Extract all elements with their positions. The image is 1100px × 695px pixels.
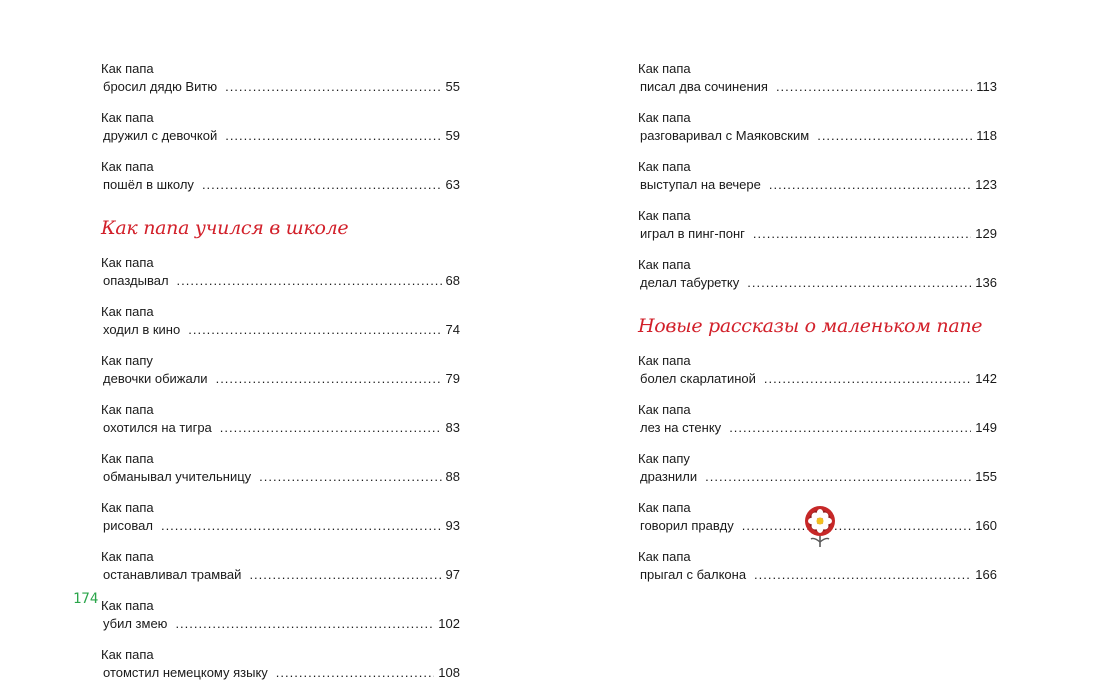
toc-entry-line <box>101 321 460 339</box>
toc-entry-line <box>101 78 460 96</box>
toc-entry-title: выступал на вечере <box>640 177 761 192</box>
toc-entry-page: 142 <box>975 371 997 386</box>
toc-entry <box>101 646 460 682</box>
dot-leader <box>276 664 435 682</box>
toc-entry-page: 74 <box>445 322 460 337</box>
toc-entry <box>638 548 997 584</box>
toc-entry-page: 102 <box>438 616 460 631</box>
toc-entry <box>101 499 460 535</box>
toc-entry-prefix: Как папа <box>101 549 154 564</box>
dot-leader <box>220 419 442 437</box>
toc-entry-title: останавливал трамвай <box>103 567 242 582</box>
toc-entry-page: 155 <box>975 469 997 484</box>
toc-entry-prefix: Как папа <box>101 304 154 319</box>
toc-entry <box>638 109 997 145</box>
toc-entry <box>101 158 460 194</box>
section-heading: Новые рассказы о маленьком папе <box>638 315 983 337</box>
toc-entry-line <box>638 225 997 243</box>
toc-entry-page: 129 <box>975 226 997 241</box>
toc-entry-title: охотился на тигра <box>103 420 212 435</box>
dot-leader <box>161 517 442 535</box>
toc-entry-line <box>638 274 997 292</box>
toc-entry-title: делал табуретку <box>640 275 740 290</box>
toc-entry-page: 160 <box>975 518 997 533</box>
dot-leader <box>202 176 442 194</box>
toc-entry-page: 108 <box>438 665 460 680</box>
dot-leader <box>188 321 441 339</box>
toc-entry-prefix: Как папа <box>638 110 691 125</box>
dot-leader <box>769 176 971 194</box>
toc-entry-prefix: Как папу <box>101 353 153 368</box>
toc-entry-line <box>638 468 997 486</box>
toc-entry <box>101 450 460 486</box>
toc-entries <box>638 60 997 292</box>
toc-entry-title: пошёл в школу <box>103 177 194 192</box>
dot-leader <box>225 78 441 96</box>
dot-leader <box>753 225 971 243</box>
toc-entry-prefix: Как папа <box>638 208 691 223</box>
toc-entry-line <box>101 176 460 194</box>
toc-entry-page: 113 <box>976 79 997 94</box>
toc-entry-title: опаздывал <box>103 273 169 288</box>
toc-entry-title: убил змею <box>103 616 168 631</box>
flower-icon <box>800 504 840 548</box>
toc-entry-title: прыгал с балкона <box>640 567 747 582</box>
toc-column-left <box>101 60 460 695</box>
toc-entry-prefix: Как папа <box>101 598 154 613</box>
toc-entry <box>638 256 997 292</box>
toc-entry <box>638 401 997 437</box>
toc-entry <box>101 352 460 388</box>
toc-entry-prefix: Как папа <box>638 353 691 368</box>
dot-leader <box>729 419 971 437</box>
toc-entry <box>638 158 997 194</box>
toc-entry-line <box>101 370 460 388</box>
toc-entry-page: 88 <box>445 469 460 484</box>
toc-entry-line <box>101 419 460 437</box>
toc-entry <box>638 207 997 243</box>
section-heading: Как папа учился в школе <box>101 217 349 239</box>
toc-entry-line <box>101 127 460 145</box>
toc-entry-title: играл в пинг-понг <box>640 226 745 241</box>
dot-leader <box>705 468 971 486</box>
toc-entry-title: девочки обижали <box>103 371 208 386</box>
dot-leader <box>249 566 441 584</box>
toc-entry-prefix: Как папа <box>638 549 691 564</box>
toc-entry-title: рисовал <box>103 518 153 533</box>
toc-entry-prefix: Как папа <box>101 500 154 515</box>
toc-entry-title: дразнили <box>640 469 698 484</box>
toc-entry-page: 79 <box>445 371 460 386</box>
toc-entry <box>638 60 997 96</box>
toc-entry-page: 93 <box>445 518 460 533</box>
toc-entries <box>101 254 460 682</box>
dot-leader <box>259 468 441 486</box>
toc-entry-title: отомстил немецкому языку <box>103 665 268 680</box>
toc-entry-prefix: Как папа <box>638 402 691 417</box>
toc-entry <box>101 401 460 437</box>
toc-entry-line <box>101 664 460 682</box>
toc-entry <box>101 109 460 145</box>
toc-entry-title: ходил в кино <box>103 322 181 337</box>
toc-entry-line <box>638 370 997 388</box>
toc-entry-prefix: Как папу <box>638 451 690 466</box>
page-number: 174 <box>73 591 99 607</box>
toc-entry-prefix: Как папа <box>101 647 154 662</box>
dot-leader <box>175 615 434 633</box>
toc-entry-title: дружил с девочкой <box>103 128 218 143</box>
toc-entry-title: болел скарлатиной <box>640 371 756 386</box>
toc-entries <box>638 352 997 584</box>
toc-entry-page: 166 <box>975 567 997 582</box>
toc-entry-page: 123 <box>975 177 997 192</box>
toc-entry-line <box>638 78 997 96</box>
toc-entry-line <box>638 419 997 437</box>
toc-entry <box>638 352 997 388</box>
toc-entry-line <box>638 176 997 194</box>
toc-entry-page: 118 <box>976 128 997 143</box>
toc-entry-title: обманывал учительницу <box>103 469 252 484</box>
toc-entry-page: 83 <box>445 420 460 435</box>
toc-entry-prefix: Как папа <box>101 110 154 125</box>
toc-entry-prefix: Как папа <box>101 402 154 417</box>
toc-entry-prefix: Как папа <box>101 451 154 466</box>
toc-entry-prefix: Как папа <box>101 61 154 76</box>
toc-entry-line <box>101 272 460 290</box>
dot-leader <box>177 272 442 290</box>
toc-entry-page: 63 <box>445 177 460 192</box>
toc-entry-prefix: Как папа <box>638 257 691 272</box>
dot-leader <box>764 370 971 388</box>
toc-entry-prefix: Как папа <box>638 159 691 174</box>
dot-leader <box>225 127 441 145</box>
toc-entry-title: разговаривал с Маяковским <box>640 128 810 143</box>
dot-leader <box>817 127 972 145</box>
toc-entry-title: писал два сочинения <box>640 79 768 94</box>
toc-entry-page: 68 <box>445 273 460 288</box>
toc-entry-prefix: Как папа <box>638 61 691 76</box>
toc-entry-title: лез на стенку <box>640 420 722 435</box>
toc-entry-line <box>638 127 997 145</box>
toc-entry-line <box>101 468 460 486</box>
toc-entry-page: 97 <box>445 567 460 582</box>
toc-entry <box>101 597 460 633</box>
toc-entry-page: 59 <box>445 128 460 143</box>
toc-entry-prefix: Как папа <box>638 500 691 515</box>
dot-leader <box>742 517 972 535</box>
dot-leader <box>216 370 442 388</box>
toc-entry-title: говорил правду <box>640 518 734 533</box>
toc-entries <box>101 60 460 194</box>
toc-entry <box>638 450 997 486</box>
toc-entry <box>101 303 460 339</box>
toc-entry-prefix: Как папа <box>101 255 154 270</box>
toc-entry <box>101 60 460 96</box>
dot-leader <box>776 78 972 96</box>
toc-entry-title: бросил дядю Витю <box>103 79 218 94</box>
toc-entry <box>101 548 460 584</box>
toc-entry-page: 55 <box>445 79 460 94</box>
toc-entry-line <box>101 566 460 584</box>
toc-entry-prefix: Как папа <box>101 159 154 174</box>
toc-entry <box>101 254 460 290</box>
toc-entry-line <box>638 566 997 584</box>
dot-leader <box>747 274 971 292</box>
toc-entry-page: 149 <box>975 420 997 435</box>
dot-leader <box>754 566 971 584</box>
toc-entry-line <box>101 517 460 535</box>
toc-entry-page: 136 <box>975 275 997 290</box>
toc-entry-line <box>101 615 460 633</box>
